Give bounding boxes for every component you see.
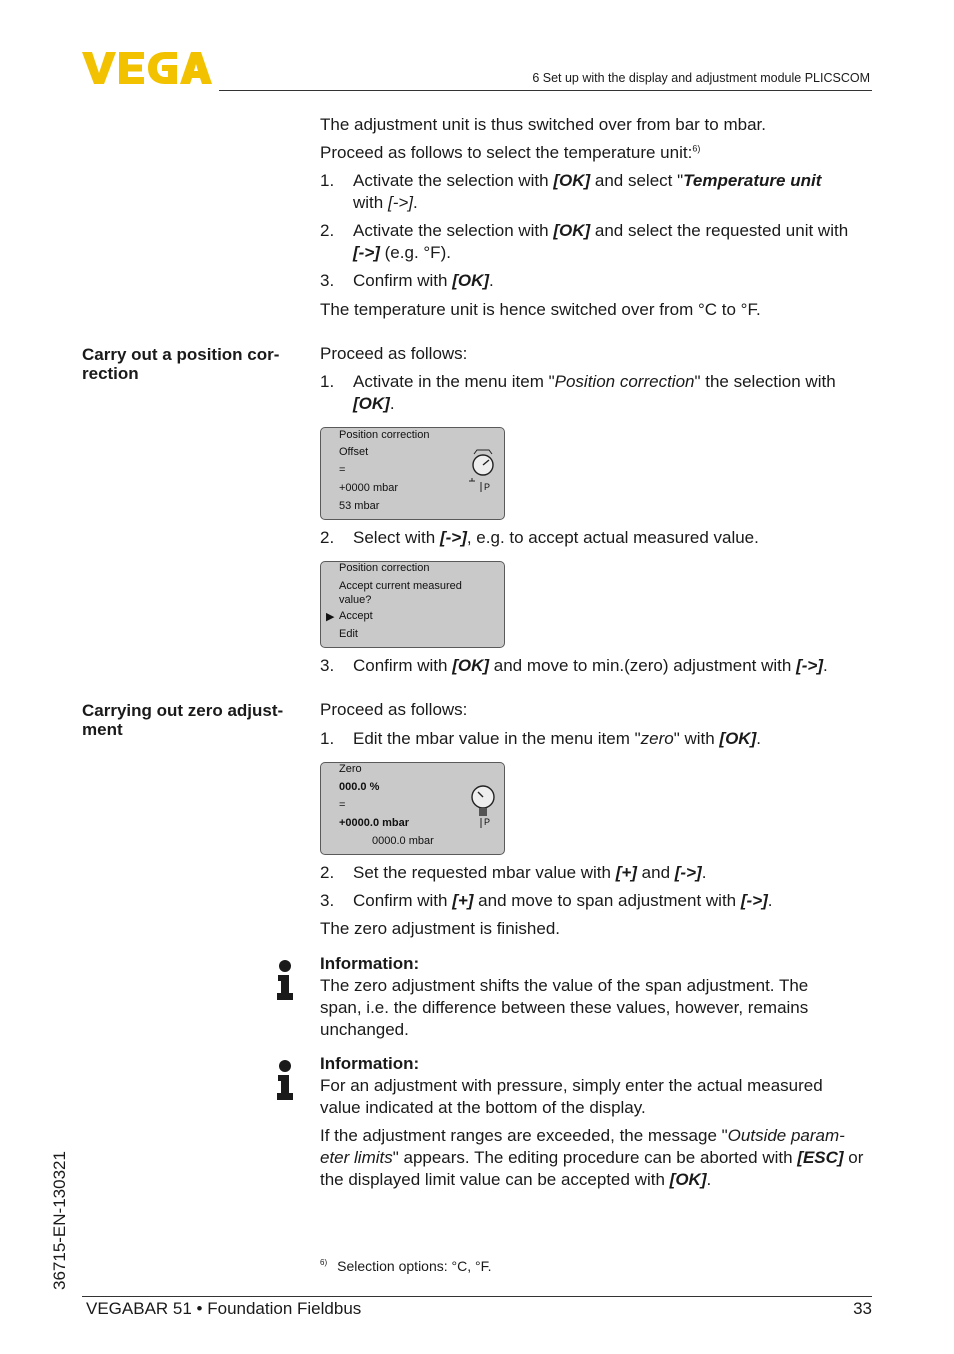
position-proceed: Proceed as follows: [320,344,468,363]
lcd-line: = [339,799,346,811]
lcd-zero [320,762,505,855]
step-number: 1. [320,171,335,190]
step-number: 2. [320,221,335,240]
lcd-option-edit: Edit [339,628,358,640]
step-number: 3. [320,891,335,910]
info-block-2 [320,1053,855,1119]
section-header: 6 Set up with the display and adjustment module PLICSCOM [532,71,870,85]
temp-outro: The temperature unit is hence switched over from °C to °F. [320,300,761,319]
zero-finished: The zero adjustment is finished. [320,919,561,938]
lcd-option-accept: Accept [339,610,373,622]
position-step-3: Confirm with [OK] and move to min.(zero) adjustment with [->]. [353,656,828,675]
step-number: 1. [320,372,335,391]
lcd-position-accept [320,561,505,648]
lcd-title: Position correction [339,562,430,574]
footer-rule [82,1296,872,1297]
position-step-2: Select with [->], e.g. to accept actual measured value. [353,528,759,547]
lcd-line: value? [339,594,372,606]
vega-logo [82,52,212,84]
zero-step-3: Confirm with [+] and move to span adjustment with [->]. [353,891,773,910]
lcd-line: 0000.0 mbar [372,835,434,847]
temp-step-3: Confirm with [OK]. [353,271,494,290]
lcd-line: +0000.0 mbar [339,817,410,829]
lcd-line: 53 mbar [339,500,380,512]
footer-product: VEGABAR 51 • Foundation Fieldbus [86,1299,362,1318]
footnote: $^{6)}$ Selection options: °C, °F. [320,1258,492,1274]
selection-arrow-icon: ▶ [326,611,335,623]
adjust-unit-text: The adjustment unit is thus switched over from bar to mbar. [320,115,766,134]
zero-step-1: Edit the mbar value in the menu item "zero" with [OK]. [353,729,761,748]
lcd-line: Offset [339,446,369,458]
info-body: The zero adjustment shifts the value of the span adjustment. The span, i.e. the difference between these values, however, remains unchanged. [320,976,809,1039]
step-number: 2. [320,863,335,882]
step-number: 2. [320,528,335,547]
header-rule [219,90,872,91]
lcd-title: Position correction [339,429,430,441]
step-number: 3. [320,656,335,675]
lcd-line: 000.0 % [339,781,380,793]
gauge-p-label: P [484,817,491,827]
limits-paragraph: If the adjustment ranges are exceeded, the message "Outside param- eter limits" appears. The editing procedure can be aborted with [ESC] or the displayed limit value can be accepted with [OK]. [320,1126,864,1189]
zero-side-label: Carrying out zero adjust- ment [82,701,284,739]
step-number: 3. [320,271,335,290]
gauge-p-label: P [484,482,491,492]
temp-intro: Proceed as follows to select the temperature unit:$^{6)}$ [320,143,701,162]
zero-step-2: Set the requested mbar value with [+] and [->]. [353,863,707,882]
info-title: Information: [320,1054,420,1073]
temp-step-2: Activate the selection with [OK] and select the requested unit with [->] (e.g. °F). [353,221,849,262]
temp-step-1: Activate the selection with [OK] and select "Temperature unit with [->]. [353,171,822,212]
footnote-ref: 6) [692,143,701,154]
pressure-gauge-icon [468,448,498,494]
info-block-1 [320,953,850,1041]
info-icon [276,1060,294,1100]
info-title: Information: [320,954,420,973]
info-body: For an adjustment with pressure, simply enter the actual measured value indicated at the bottom of the display. [320,1076,823,1117]
lcd-line: Accept current measured [339,580,462,592]
lcd-line: = [339,464,346,476]
zero-proceed: Proceed as follows: [320,700,468,719]
lcd-title: Zero [339,763,362,775]
pressure-gauge-icon [468,783,498,829]
position-side-label: Carry out a position cor- rection [82,345,280,383]
lcd-position-offset [320,427,505,520]
doc-id: 36715-EN-130321 [50,1151,69,1290]
position-step-1: Activate in the menu item "Position correction" the selection with [OK]. [353,372,836,413]
info-icon [276,960,294,1000]
step-number: 1. [320,729,335,748]
lcd-line: +0000 mbar [339,482,399,494]
page-number: 33 [853,1299,872,1318]
